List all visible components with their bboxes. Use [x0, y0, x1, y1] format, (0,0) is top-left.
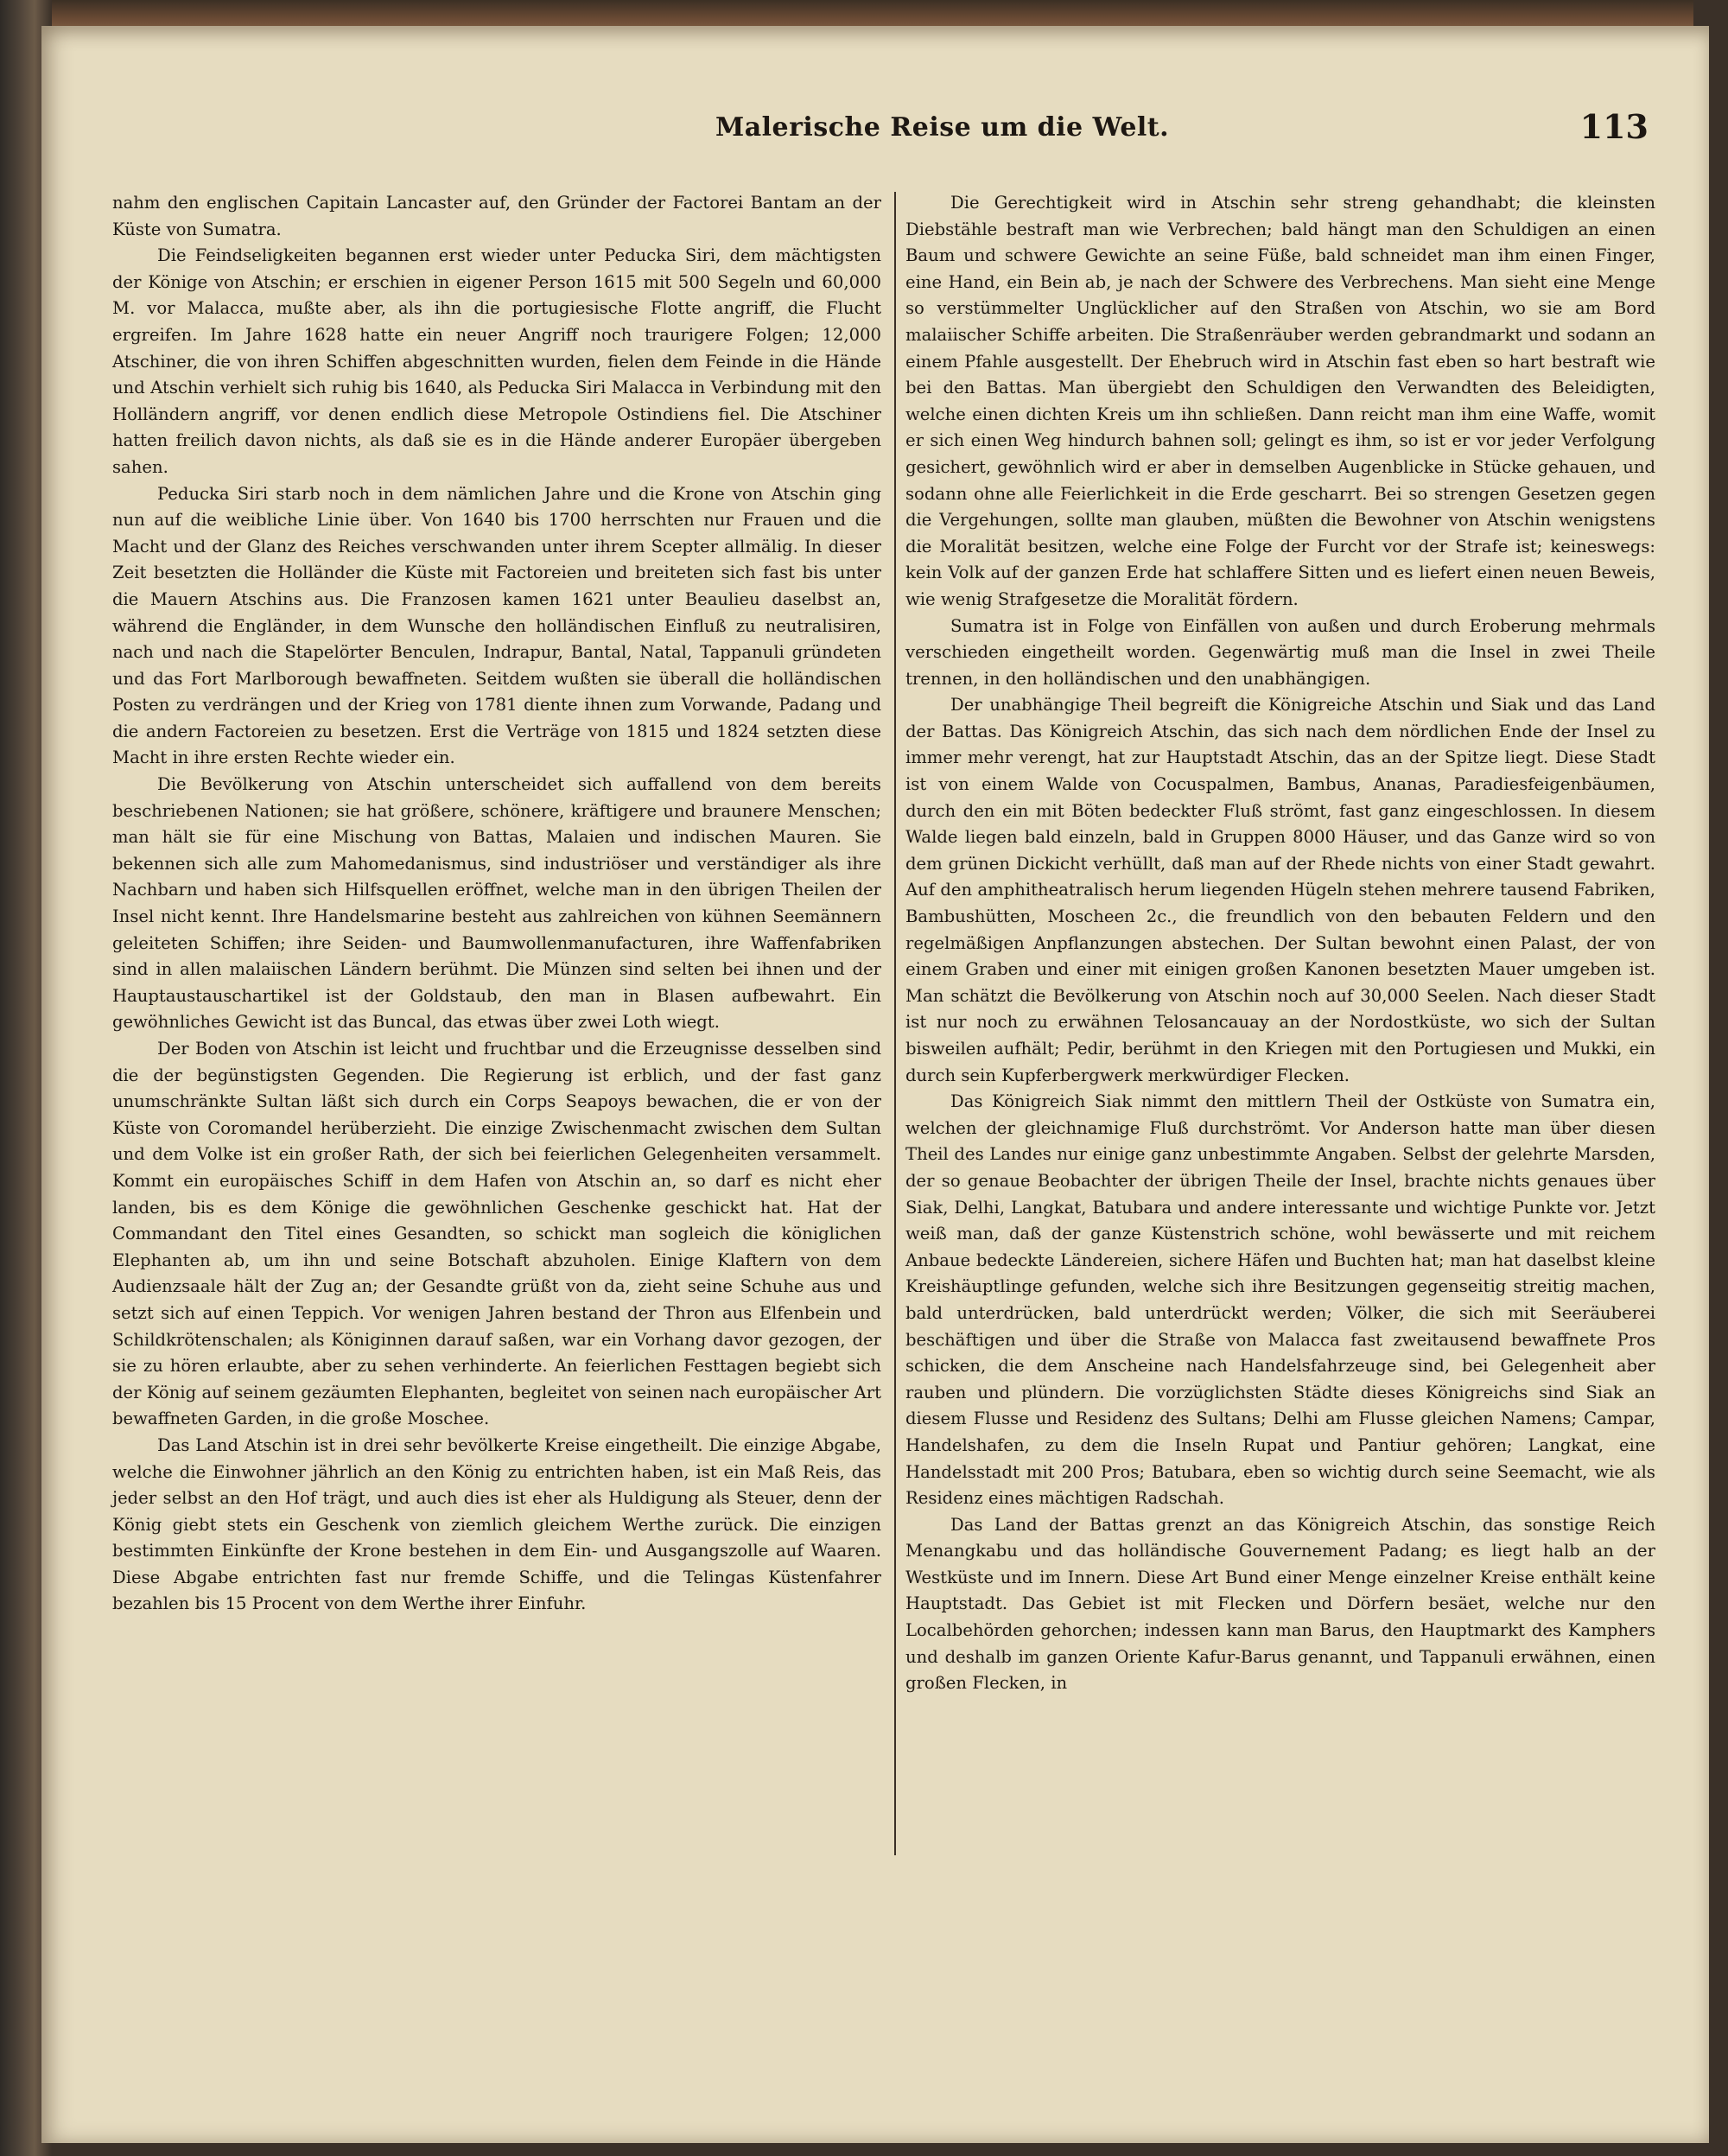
paragraph: Die Feindseligkeiten begannen erst wieder unter Peducka Siri, dem mächtigsten der Könige von Atschin; er erschien in eigener Person 1615 mit 500 Segeln und 60,000 M. vor Malacca, mußte aber, als ihn die portugiesische Flotte angriff, die Flucht ergreifen. Im Jahre 1628 hatte ein neuer Angriff noch traurigere Folgen; 12,000 Atschiner, die von ihren Schiffen abgeschnitten wurden, fielen dem Feinde in die Hände und Atschin verhielt sich ruhig bis 1640, als Peducka Siri Malacca in Verbindung mit den Holländern angriff, vor denen endlich diese Metropole Ostindiens fiel. Die Atschiner hatten freilich davon nichts, als daß sie es in die Hände anderer Europäer übergeben sahen.	[112, 245, 881, 477]
page	[41, 26, 1709, 2143]
column-divider	[894, 192, 896, 1855]
paragraph: Das Land der Battas grenzt an das Königreich Atschin, das sonstige Reich Menangkabu und das holländische Gouvernement Padang; es liegt halb an der Westküste und im Innern. Diese Art Bund einer Menge einzelner Kreise enthält keine Hauptstadt. Das Gebiet ist mit Flecken und Dörfern besäet, welche nur den Localbehörden gehorchen; indessen kann man Barus, den Hauptmarkt des Kamphers und deshalb im ganzen Oriente Kafur-Barus genannt, und Tappanuli erwähnen, einen großen Flecken, in	[905, 1514, 1655, 1694]
paragraph: Das Land Atschin ist in drei sehr bevölkerte Kreise eingetheilt. Die einzige Abgabe, welche die Einwohner jährlich an den König zu entrichten haben, ist ein Maß Reis, das jeder selbst an den Hof trägt, und auch dies ist eher als Huldigung als Steuer, denn der König giebt stets ein Geschenk von ziemlich gleichem Werthe zurück. Die einzigen bestimmten Einkünfte der Krone bestehen in dem Ein- und Ausgangszolle auf Waaren. Diese Abgabe entrichten fast nur fremde Schiffe, und die Telingas Küstenfahrer bezahlen bis 15 Procent von dem Werthe ihrer Einfuhr.	[112, 1434, 881, 1614]
running-head: Malerische Reise um die Welt.	[715, 112, 1170, 143]
paragraph: Sumatra ist in Folge von Einfällen von außen und durch Eroberung mehrmals verschieden eingetheilt worden. Gegenwärtig muß man die Insel in zwei Theile trennen, in den holländischen und den unabhängigen.	[905, 615, 1655, 689]
paragraph: Die Gerechtigkeit wird in Atschin sehr streng gehandhabt; die kleinsten Diebstähle bestraft man wie Verbrechen; bald hängt man den Schuldigen an einen Baum und schwere Gewichte an seine Füße, bald schneidet man ihm einen Finger, eine Hand, ein Bein ab, je nach der Schwere des Verbrechens. Man sieht eine Menge so verstümmelter Unglücklicher auf den Straßen von Atschin, wo sie am Bord malaiischer Schiffe arbeiten. Die Straßenräuber werden gebrandmarkt und sodann an einem Pfahle ausgestellt. Der Ehebruch wird in Atschin fast eben so hart bestraft wie bei den Battas. Man übergiebt den Schuldigen den Verwandten des Beleidigten, welche einen dichten Kreis um ihn schließen. Dann reicht man ihm eine Waffe, womit er sich einen Weg hindurch bahnen soll; gelingt es ihm, so ist er vor jeder Verfolgung gesichert, gewöhnlich wird er aber in demselben Augenblicke in Stücke gehauen, und sodann ohne alle Feierlichkeit in die Erde gescharrt. Bei so strengen Gesetzen gegen die Vergehungen, sollte man glauben, müßten die Bewohner von Atschin wenigstens die Moralität besitzen, welche eine Folge der Furcht vor der Strafe ist; keineswegs: kein Volk auf der ganzen Erde hat schlaffere Sitten und es liefert einen neuen Beweis, wie wenig Strafgesetze die Moralität fördern.	[905, 193, 1655, 609]
left-column	[112, 190, 881, 1618]
paragraph: Der unabhängige Theil begreift die Königreiche Atschin und Siak und das Land der Battas. Das Königreich Atschin, das sich nach dem nördlichen Ende der Insel zu immer mehr verengt, hat zur Hauptstadt Atschin, das an der Spitze liegt. Diese Stadt ist von einem Walde von Cocuspalmen, Bambus, Ananas, Paradiesfeigenbäumen, durch den ein mit Böten bedeckter Fluß strömt, fast ganz eingeschlossen. In diesem Walde liegen bald einzeln, bald in Gruppen 8000 Häuser, und das Ganze wird so von dem grünen Dickicht verhüllt, daß man auf der Rhede nichts von einer Stadt gewahrt. Auf den amphitheatralisch herum liegenden Hügeln stehen mehrere tausend Fabriken, Bambushütten, Moscheen 2c., die freundlich von den bebauten Feldern und den regelmäßigen Anpflanzungen abstechen. Der Sultan bewohnt einen Palast, der von einem Graben und einer mit einigen großen Kanonen besetzten Mauer umgeben ist. Man schätzt die Bevölkerung von Atschin noch auf 30,000 Seelen. Nach dieser Stadt ist nur noch zu erwähnen Telosancauay an der Nordostküste, wo sich der Sultan bisweilen aufhält; Pedir, berühmt in den Kriegen mit den Portugiesen und Mukki, ein durch sein Kupferbergwerk merkwürdiger Flecken.	[905, 695, 1655, 1085]
right-column	[905, 190, 1655, 1697]
paragraph: Das Königreich Siak nimmt den mittlern Theil der Ostküste von Sumatra ein, welchen der gleichnamige Fluß durchströmt. Vor Anderson hatte man über diesen Theil des Landes nur einige ganz unbestimmte Angaben. Selbst der gelehrte Marsden, der so genaue Beobachter der übrigen Theile der Insel, brachte nichts genaues über Siak, Delhi, Langkat, Batubara und andere interessante und wichtige Punkte vor. Jetzt weiß man, daß der ganze Küstenstrich schöne, wohl bewässerte und mit reichem Anbaue bedeckte Ländereien, sichere Häfen und Buchten hat; man hat daselbst kleine Kreishäuptlinge gefunden, welche sich ihre Besitzungen gegenseitig streitig machen, bald unterdrücken, bald unterdrückt werden; Völker, die sich mit Seeräuberei beschäftigen und über die Straße von Malacca fast zweitausend bewaffnete Pros schicken, die dem Anscheine nach Handelsfahrzeuge sind, bei Gelegenheit aber rauben und plündern. Die vorzüglichsten Städte dieses Königreichs sind Siak an diesem Flusse und Residenz des Sultans; Delhi am Flusse gleichen Namens; Campar, Handelshafen, zu dem die Inseln Rupat und Pantiur gehören; Langkat, eine Handelsstadt mit 200 Pros; Batubara, eben so wichtig durch seine Seemacht, wie als Residenz eines mächtigen Radschah.	[905, 1091, 1655, 1509]
paragraph: Die Bevölkerung von Atschin unterscheidet sich auffallend von dem bereits beschriebenen Nationen; sie hat größere, schönere, kräftigere und braunere Menschen; man hält sie für eine Mischung von Battas, Malaien und indischen Mauren. Sie bekennen sich alle zum Mahomedanismus, sind industriöser und verständiger als ihre Nachbarn und haben sich Hilfsquellen eröffnet, welche man in den übrigen Theilen der Insel nicht kennt. Ihre Handelsmarine besteht aus zahlreichen von kühnen Seemännern geleiteten Schiffen; ihre Seiden- und Baumwollenmanufacturen, ihre Waffenfabriken sind in allen malaiischen Ländern berühmt. Die Münzen sind selten bei ihnen und der Hauptaustauschartikel ist der Goldstaub, den man in Blasen aufbewahrt. Ein gewöhnliches Gewicht ist das Buncal, das etwas über zwei Loth wiegt.	[112, 774, 881, 1033]
paragraph: nahm den englischen Capitain Lancaster auf, den Gründer der Factorei Bantam an der Küste von Sumatra.	[112, 193, 881, 239]
paragraph: Peducka Siri starb noch in dem nämlichen Jahre und die Krone von Atschin ging nun auf die weibliche Linie über. Von 1640 bis 1700 herrschten nur Frauen und die Macht und der Glanz des Reiches verschwanden unter ihrem Scepter allmälig. In dieser Zeit besetzten die Holländer die Küste mit Factoreien und breiteten sich fast bis unter die Mauern Atschins aus. Die Franzosen kamen 1621 unter Beaulieu daselbst an, während die Engländer, in dem Wunsche den holländischen Einfluß zu neutralisiren, nach und nach die Stapelörter Benculen, Indrapur, Bantal, Natal, Tappanuli gründeten und das Fort Marlborough bewaffneten. Seitdem wußten sie überall die holländischen Posten zu verdrängen und der Krieg von 1781 diente ihnen zum Vorwande, Padang und die andern Factoreien zu besetzen. Erst die Verträge von 1815 und 1824 setzten diese Macht in ihre ersten Rechte wieder ein.	[112, 483, 881, 768]
paragraph: Der Boden von Atschin ist leicht und fruchtbar und die Erzeugnisse desselben sind die der begünstigsten Gegenden. Die Regierung ist erblich, und der fast ganz unumschränkte Sultan läßt sich durch ein Corps Seapoys bewachen, die er von der Küste von Coromandel herüberzieht. Die einzige Zwischenmacht zwischen dem Sultan und dem Volke ist ein großer Rath, der sich bei feierlichen Gelegenheiten versammelt. Kommt ein europäisches Schiff in dem Hafen von Atschin an, so darf es nicht eher landen, bis es dem Könige die gewöhnlichen Geschenke geschickt hat. Hat der Commandant den Titel eines Gesandten, so schickt man sogleich die königlichen Elephanten ab, um ihn und seine Botschaft abzuholen. Einige Klaftern von dem Audienzsaale hält der Zug an; der Gesandte grüßt von da, zieht seine Schuhe aus und setzt sich auf einen Teppich. Vor wenigen Jahren bestand der Thron aus Elfenbein und Schildkrötenschalen; als Königinnen darauf saßen, war ein Vorhang davor gezogen, der sie zu hören erlaubte, aber zu sehen verhinderte. An feierlichen Festtagen begiebt sich der König auf seinem gezäumten Elephanten, begleitet von seinen nach europäischer Art bewaffneten Garden, in die große Moschee.	[112, 1039, 881, 1429]
page-number: 113	[1579, 107, 1649, 146]
page-header	[689, 107, 1657, 164]
